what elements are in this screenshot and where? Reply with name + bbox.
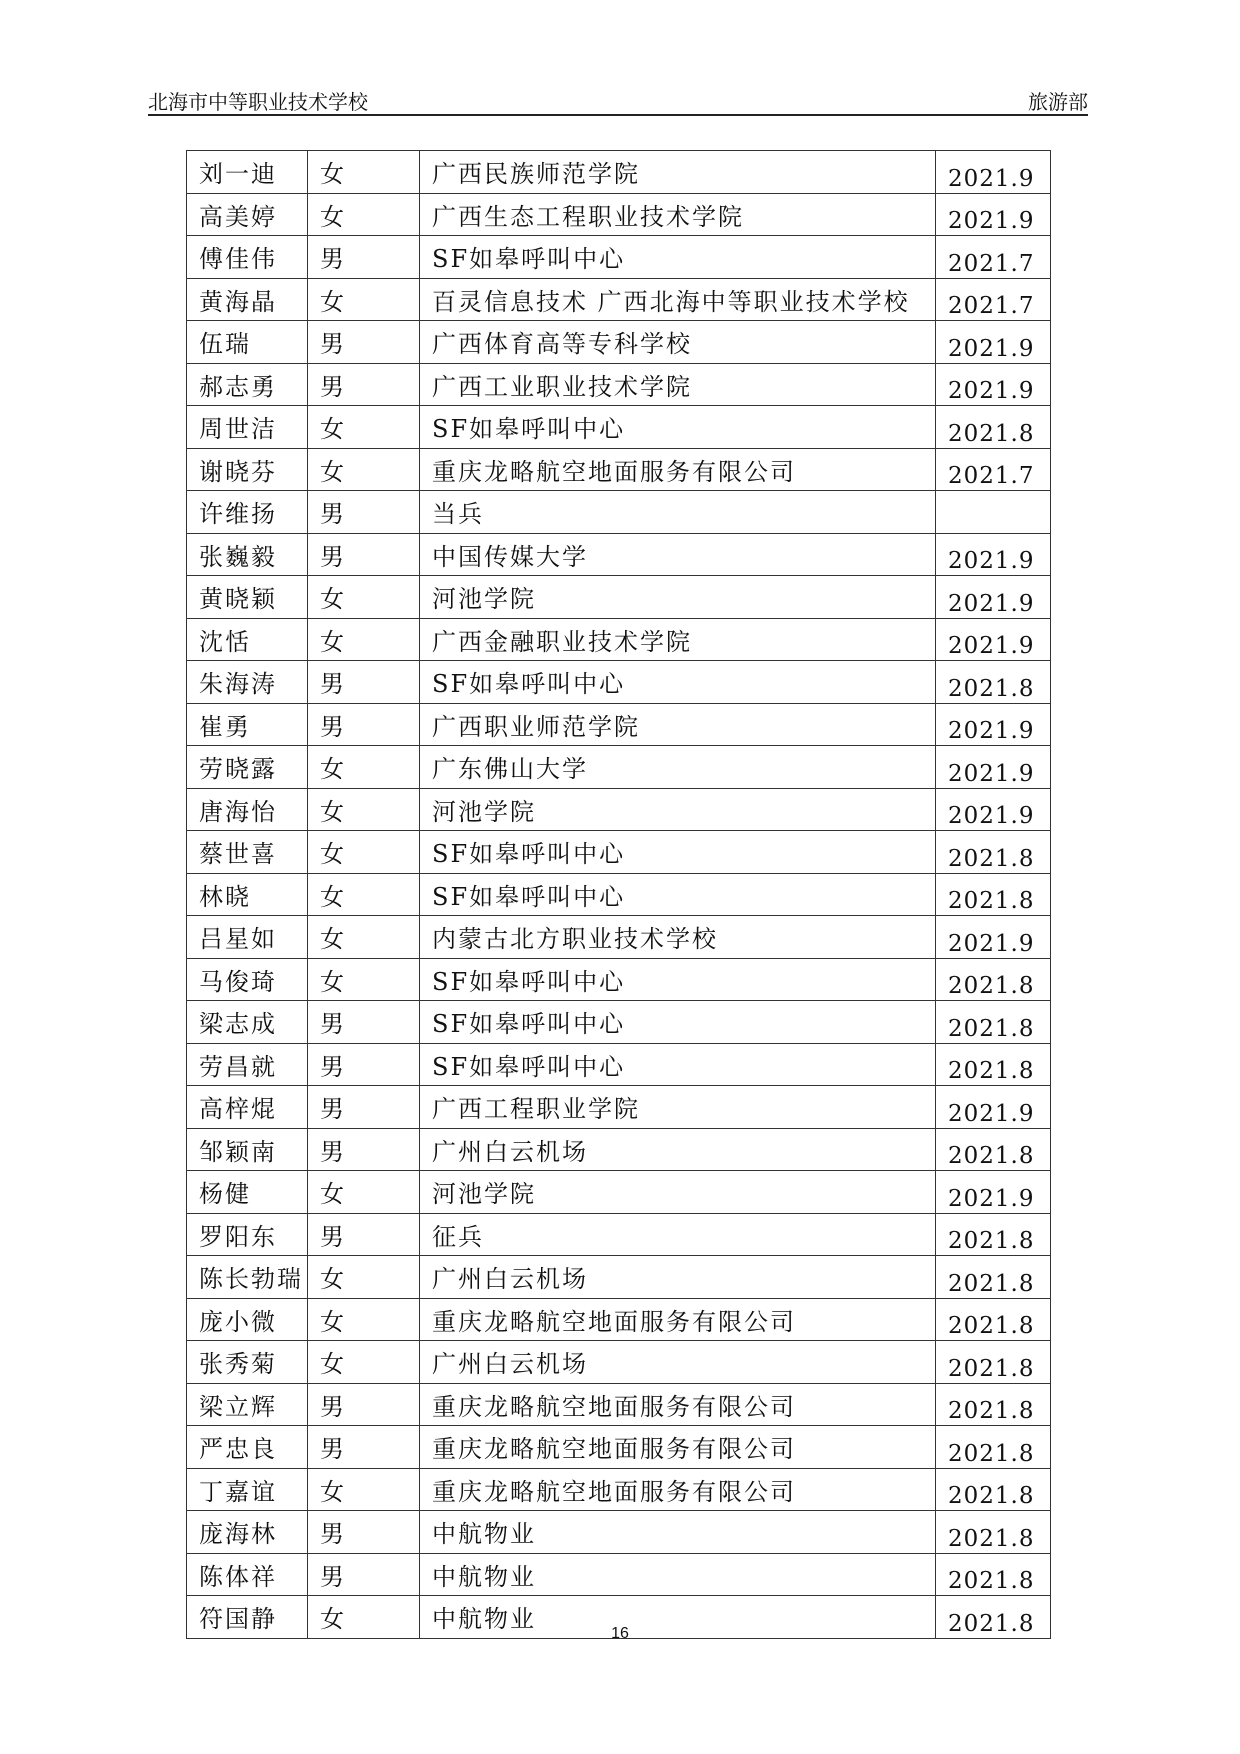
date-cell: 2021.9 <box>936 1171 1051 1214</box>
destination-cell: SF如皋呼叫中心 <box>420 958 936 1001</box>
gender-cell: 女 <box>308 576 420 619</box>
date-cell: 2021.8 <box>936 958 1051 1001</box>
table-body <box>187 151 1051 1639</box>
gender-cell: 女 <box>308 151 420 194</box>
student-name-cell: 杨健 <box>187 1171 308 1214</box>
student-name-cell: 邹颖南 <box>187 1128 308 1171</box>
destination-cell: 重庆龙略航空地面服务有限公司 <box>420 1426 936 1469</box>
date-cell: 2021.9 <box>936 321 1051 364</box>
destination-cell: 河池学院 <box>420 1171 936 1214</box>
gender-cell: 女 <box>308 916 420 959</box>
date-cell: 2021.8 <box>936 1553 1051 1596</box>
student-name-cell: 梁志成 <box>187 1001 308 1044</box>
gender-cell: 女 <box>308 278 420 321</box>
destination-cell: SF如皋呼叫中心 <box>420 661 936 704</box>
student-name-cell: 庞小微 <box>187 1298 308 1341</box>
destination-cell: 广西工程职业学院 <box>420 1086 936 1129</box>
student-name-cell: 庞海林 <box>187 1511 308 1554</box>
gender-cell: 女 <box>308 1171 420 1214</box>
gender-cell: 男 <box>308 661 420 704</box>
destination-cell: 河池学院 <box>420 576 936 619</box>
destination-cell: 中航物业 <box>420 1596 936 1639</box>
table-row <box>187 1213 1051 1256</box>
department-name: 旅游部 <box>1028 90 1088 114</box>
date-cell: 2021.8 <box>936 1511 1051 1554</box>
gender-cell: 女 <box>308 831 420 874</box>
destination-cell: 征兵 <box>420 1213 936 1256</box>
gender-cell: 女 <box>308 1468 420 1511</box>
destination-cell: SF如皋呼叫中心 <box>420 406 936 449</box>
student-name-cell: 张巍毅 <box>187 533 308 576</box>
student-name-cell: 蔡世喜 <box>187 831 308 874</box>
date-cell: 2021.8 <box>936 661 1051 704</box>
student-name-cell: 梁立辉 <box>187 1383 308 1426</box>
date-cell: 2021.8 <box>936 831 1051 874</box>
destination-cell: SF如皋呼叫中心 <box>420 236 936 279</box>
gender-cell: 男 <box>308 1511 420 1554</box>
table-row <box>187 1128 1051 1171</box>
destination-cell: 广西体育高等专科学校 <box>420 321 936 364</box>
school-name: 北海市中等职业技术学校 <box>148 90 368 114</box>
date-cell: 2021.9 <box>936 151 1051 194</box>
date-cell: 2021.7 <box>936 236 1051 279</box>
gender-cell: 男 <box>308 1553 420 1596</box>
date-cell: 2021.8 <box>936 1298 1051 1341</box>
student-name-cell: 谢晓芬 <box>187 448 308 491</box>
gender-cell: 男 <box>308 236 420 279</box>
destination-cell: 广东佛山大学 <box>420 746 936 789</box>
student-name-cell: 陈体祥 <box>187 1553 308 1596</box>
graduate-destination-table <box>186 150 1051 1639</box>
student-name-cell: 唐海怡 <box>187 788 308 831</box>
table-row <box>187 1001 1051 1044</box>
gender-cell: 男 <box>308 1043 420 1086</box>
student-name-cell: 伍瑞 <box>187 321 308 364</box>
student-name-cell: 严忠良 <box>187 1426 308 1469</box>
date-cell: 2021.9 <box>936 363 1051 406</box>
date-cell: 2021.8 <box>936 1256 1051 1299</box>
destination-cell: SF如皋呼叫中心 <box>420 1043 936 1086</box>
gender-cell: 女 <box>308 618 420 661</box>
date-cell: 2021.8 <box>936 1468 1051 1511</box>
student-name-cell: 沈恬 <box>187 618 308 661</box>
table-row <box>187 788 1051 831</box>
student-name-cell: 林晓 <box>187 873 308 916</box>
destination-cell: 当兵 <box>420 491 936 534</box>
student-name-cell: 刘一迪 <box>187 151 308 194</box>
destination-cell: 百灵信息技术 广西北海中等职业技术学校 <box>420 278 936 321</box>
destination-cell: 中航物业 <box>420 1511 936 1554</box>
date-cell: 2021.8 <box>936 1213 1051 1256</box>
date-cell: 2021.9 <box>936 916 1051 959</box>
student-name-cell: 黄晓颖 <box>187 576 308 619</box>
gender-cell: 女 <box>308 406 420 449</box>
gender-cell: 女 <box>308 193 420 236</box>
student-name-cell: 吕星如 <box>187 916 308 959</box>
destination-cell: SF如皋呼叫中心 <box>420 831 936 874</box>
student-name-cell: 黄海晶 <box>187 278 308 321</box>
gender-cell: 男 <box>308 703 420 746</box>
page-header <box>148 86 1088 114</box>
destination-cell: 中国传媒大学 <box>420 533 936 576</box>
date-cell: 2021.7 <box>936 278 1051 321</box>
gender-cell: 男 <box>308 1426 420 1469</box>
gender-cell: 女 <box>308 1341 420 1384</box>
destination-cell: 重庆龙略航空地面服务有限公司 <box>420 1298 936 1341</box>
date-cell: 2021.9 <box>936 193 1051 236</box>
gender-cell: 男 <box>308 1213 420 1256</box>
destination-cell: 广州白云机场 <box>420 1341 936 1384</box>
table-row <box>187 1256 1051 1299</box>
table-row <box>187 363 1051 406</box>
date-cell: 2021.8 <box>936 1043 1051 1086</box>
student-name-cell: 劳昌就 <box>187 1043 308 1086</box>
destination-cell: 广西生态工程职业技术学院 <box>420 193 936 236</box>
destination-cell: SF如皋呼叫中心 <box>420 873 936 916</box>
destination-cell: 广西金融职业技术学院 <box>420 618 936 661</box>
table-row <box>187 406 1051 449</box>
destination-cell: 广州白云机场 <box>420 1128 936 1171</box>
gender-cell: 女 <box>308 746 420 789</box>
date-cell: 2021.8 <box>936 1001 1051 1044</box>
table-row <box>187 746 1051 789</box>
date-cell: 2021.8 <box>936 1128 1051 1171</box>
destination-cell: SF如皋呼叫中心 <box>420 1001 936 1044</box>
gender-cell: 男 <box>308 321 420 364</box>
student-name-cell: 高美婷 <box>187 193 308 236</box>
table-row <box>187 1086 1051 1129</box>
table-row <box>187 491 1051 534</box>
table-row <box>187 1553 1051 1596</box>
student-name-cell: 傅佳伟 <box>187 236 308 279</box>
table-row <box>187 278 1051 321</box>
gender-cell: 男 <box>308 1128 420 1171</box>
destination-cell: 广西民族师范学院 <box>420 151 936 194</box>
table-row <box>187 1383 1051 1426</box>
destination-cell: 重庆龙略航空地面服务有限公司 <box>420 1383 936 1426</box>
gender-cell: 男 <box>308 533 420 576</box>
gender-cell: 男 <box>308 363 420 406</box>
student-name-cell: 陈长勃瑞 <box>187 1256 308 1299</box>
table-row <box>187 151 1051 194</box>
destination-cell: 重庆龙略航空地面服务有限公司 <box>420 1468 936 1511</box>
student-name-cell: 崔勇 <box>187 703 308 746</box>
table-row <box>187 1298 1051 1341</box>
table-row <box>187 448 1051 491</box>
gender-cell: 女 <box>308 1298 420 1341</box>
gender-cell: 女 <box>308 448 420 491</box>
destination-cell: 中航物业 <box>420 1553 936 1596</box>
gender-cell: 男 <box>308 1383 420 1426</box>
table-row <box>187 1043 1051 1086</box>
destination-cell: 内蒙古北方职业技术学校 <box>420 916 936 959</box>
page-number: 16 <box>611 1625 629 1642</box>
date-cell: 2021.9 <box>936 618 1051 661</box>
table-row <box>187 958 1051 1001</box>
date-cell: 2021.9 <box>936 533 1051 576</box>
student-name-cell: 许维扬 <box>187 491 308 534</box>
table-row <box>187 1426 1051 1469</box>
destination-cell: 广州白云机场 <box>420 1256 936 1299</box>
table-row <box>187 831 1051 874</box>
gender-cell: 女 <box>308 788 420 831</box>
student-name-cell: 周世洁 <box>187 406 308 449</box>
date-cell <box>936 491 1051 534</box>
table-row <box>187 1341 1051 1384</box>
table-row <box>187 661 1051 704</box>
student-name-cell: 张秀菊 <box>187 1341 308 1384</box>
date-cell: 2021.7 <box>936 448 1051 491</box>
student-name-cell: 丁嘉谊 <box>187 1468 308 1511</box>
destination-cell: 河池学院 <box>420 788 936 831</box>
table-row <box>187 1468 1051 1511</box>
gender-cell: 女 <box>308 1596 420 1639</box>
gender-cell: 男 <box>308 1086 420 1129</box>
table-row <box>187 1171 1051 1214</box>
gender-cell: 男 <box>308 1001 420 1044</box>
student-name-cell: 高梓焜 <box>187 1086 308 1129</box>
student-name-cell: 劳晓露 <box>187 746 308 789</box>
gender-cell: 女 <box>308 1256 420 1299</box>
table-row <box>187 703 1051 746</box>
table-row <box>187 533 1051 576</box>
student-name-cell: 朱海涛 <box>187 661 308 704</box>
date-cell: 2021.8 <box>936 1426 1051 1469</box>
student-name-cell: 马俊琦 <box>187 958 308 1001</box>
date-cell: 2021.8 <box>936 1341 1051 1384</box>
table-row <box>187 916 1051 959</box>
table-row <box>187 873 1051 916</box>
date-cell: 2021.8 <box>936 1383 1051 1426</box>
destination-cell: 广西工业职业技术学院 <box>420 363 936 406</box>
gender-cell: 女 <box>308 958 420 1001</box>
table-row <box>187 576 1051 619</box>
gender-cell: 男 <box>308 491 420 534</box>
table-row <box>187 1511 1051 1554</box>
student-name-cell: 郝志勇 <box>187 363 308 406</box>
table-row <box>187 321 1051 364</box>
date-cell: 2021.9 <box>936 746 1051 789</box>
gender-cell: 女 <box>308 873 420 916</box>
date-cell: 2021.8 <box>936 873 1051 916</box>
date-cell: 2021.9 <box>936 1086 1051 1129</box>
destination-cell: 重庆龙略航空地面服务有限公司 <box>420 448 936 491</box>
date-cell: 2021.8 <box>936 1596 1051 1639</box>
table-row <box>187 618 1051 661</box>
student-name-cell: 罗阳东 <box>187 1213 308 1256</box>
table-row <box>187 236 1051 279</box>
table-row <box>187 193 1051 236</box>
date-cell: 2021.8 <box>936 406 1051 449</box>
date-cell: 2021.9 <box>936 788 1051 831</box>
header-divider <box>148 114 1088 116</box>
date-cell: 2021.9 <box>936 703 1051 746</box>
date-cell: 2021.9 <box>936 576 1051 619</box>
destination-cell: 广西职业师范学院 <box>420 703 936 746</box>
student-name-cell: 符国静 <box>187 1596 308 1639</box>
